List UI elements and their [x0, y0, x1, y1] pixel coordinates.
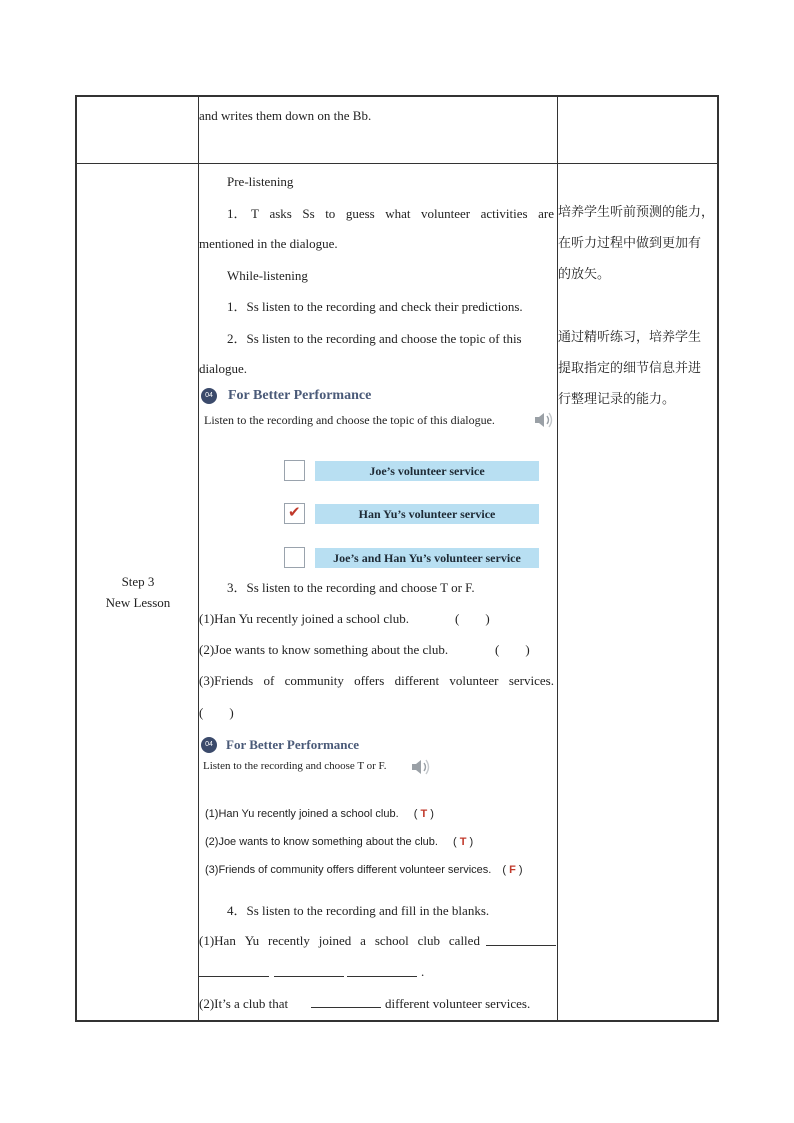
- f1-word: recently: [268, 933, 310, 948]
- option-label: Han Yu’s volunteer service: [315, 504, 539, 524]
- item1-number: 1．: [227, 206, 247, 221]
- option-label: Joe’s volunteer service: [315, 461, 539, 481]
- option-checkbox[interactable]: [284, 460, 305, 481]
- q3-word: volunteer: [449, 673, 499, 688]
- tf-answer-paren-1: ( ): [455, 611, 490, 626]
- item1-word: guess: [345, 206, 375, 221]
- speaker-icon[interactable]: [533, 410, 555, 434]
- pre-listening-heading: Pre-listening: [227, 174, 294, 189]
- item1-word: asks: [269, 206, 292, 221]
- check-icon: ✔: [288, 503, 301, 521]
- section-badge: 04: [201, 737, 217, 753]
- f1-word: club: [417, 933, 441, 948]
- f1-word: a: [360, 933, 366, 948]
- tf-answer-value: T: [459, 836, 467, 848]
- row1-content: and writes them down on the Bb.: [199, 108, 372, 123]
- purpose-line: 通过精听练习，培养学生: [558, 330, 702, 345]
- fill-question-2-end: different volunteer services.: [385, 996, 531, 1011]
- lesson-plan-table: [75, 95, 719, 1022]
- tf-question-3: [199, 673, 554, 689]
- q3-word: community: [284, 673, 344, 688]
- section-badge: 04: [201, 388, 217, 404]
- performance-instruction: Listen to the recording and choose the topic of this dialogue.: [204, 413, 495, 427]
- purpose-line: 的放矢。: [558, 267, 611, 282]
- performance-instruction: Listen to the recording and choose T or F.: [203, 760, 387, 772]
- f1-word: Yu: [244, 933, 260, 948]
- tf-answer-line: (1)Han Yu recently joined a school club. ( T ): [205, 808, 434, 820]
- item3-line2: dialogue.: [199, 361, 248, 376]
- item1-line1: [251, 206, 554, 222]
- step-title: New Lesson: [105, 595, 171, 610]
- row-divider: [77, 163, 717, 164]
- tf-answer-value: T: [420, 808, 428, 820]
- tf-answer-text: (1)Han Yu recently joined a school club.: [205, 808, 399, 820]
- item1-word: are: [538, 206, 554, 221]
- fill-blank[interactable]: [347, 965, 417, 977]
- f1-word: school: [374, 933, 409, 948]
- purpose-line: 培养学生听前预测的能力，: [558, 205, 715, 220]
- tf-answer-text: (3)Friends of community offers different volunteer services.: [205, 864, 492, 876]
- tf-answer-paren-2: ( ): [495, 642, 530, 657]
- item3-line1: 2．Ss listen to the recording and choose the topic of this: [227, 331, 522, 346]
- f1-word: joined: [318, 933, 352, 948]
- item4: 3．Ss listen to the recording and choose T or F.: [227, 580, 475, 595]
- q3-word: of: [263, 673, 275, 688]
- q3-word: services.: [508, 673, 554, 688]
- tf-answer-text: (2)Joe wants to know something about the club.: [205, 836, 438, 848]
- step-label: [77, 571, 199, 613]
- fill-blank[interactable]: [486, 934, 556, 946]
- option-checkbox-checked[interactable]: [284, 503, 305, 524]
- purpose-line: 提取指定的细节信息并进: [558, 361, 702, 376]
- f1-word: (1)Han: [199, 933, 236, 948]
- purpose-line: 在听力过程中做到更加有: [558, 236, 702, 251]
- option-label: Joe’s and Han Yu’s volunteer service: [315, 548, 539, 568]
- performance-title: For Better Performance: [228, 388, 372, 403]
- f1-word: called: [448, 933, 480, 948]
- tf-question-1: (1)Han Yu recently joined a school club.: [199, 611, 409, 626]
- speaker-icon[interactable]: [410, 757, 432, 781]
- fill-line-end: .: [421, 964, 425, 979]
- item1-word: what: [385, 206, 411, 221]
- fill-blank[interactable]: [274, 965, 344, 977]
- item5: 4．Ss listen to the recording and fill in the blanks.: [227, 903, 490, 918]
- tf-answer-line: (3)Friends of community offers different volunteer services. ( F ): [205, 864, 523, 876]
- tf-answer-value: F: [509, 864, 516, 876]
- purpose-line: 行整理记录的能力。: [558, 392, 676, 407]
- q3-word: different: [394, 673, 440, 688]
- item1-word: activities: [480, 206, 528, 221]
- step-number: Step 3: [121, 574, 155, 589]
- item1-word: Ss: [302, 206, 315, 221]
- fill-blank[interactable]: [311, 996, 381, 1008]
- tf-answer-paren-3: ( ): [199, 705, 234, 720]
- item2: 1．Ss listen to the recording and check their predictions.: [227, 299, 523, 314]
- tf-answer-line: (2)Joe wants to know something about the club. ( T ): [205, 836, 474, 848]
- item1-line2: mentioned in the dialogue.: [199, 236, 338, 251]
- while-listening-heading: While-listening: [227, 268, 308, 283]
- performance-title: For Better Performance: [226, 737, 360, 752]
- option-checkbox[interactable]: [284, 547, 305, 568]
- item1-word: to: [325, 206, 336, 221]
- item1-word: volunteer: [421, 206, 471, 221]
- q3-word: (3)Friends: [199, 673, 254, 688]
- q3-word: offers: [354, 673, 385, 688]
- item1-word: T: [251, 206, 259, 221]
- tf-question-2: (2)Joe wants to know something about the club.: [199, 642, 449, 657]
- fill-question-2-start: (2)It’s a club that: [199, 996, 289, 1011]
- fill-blank[interactable]: [199, 965, 269, 977]
- fill-question-1: [199, 933, 480, 949]
